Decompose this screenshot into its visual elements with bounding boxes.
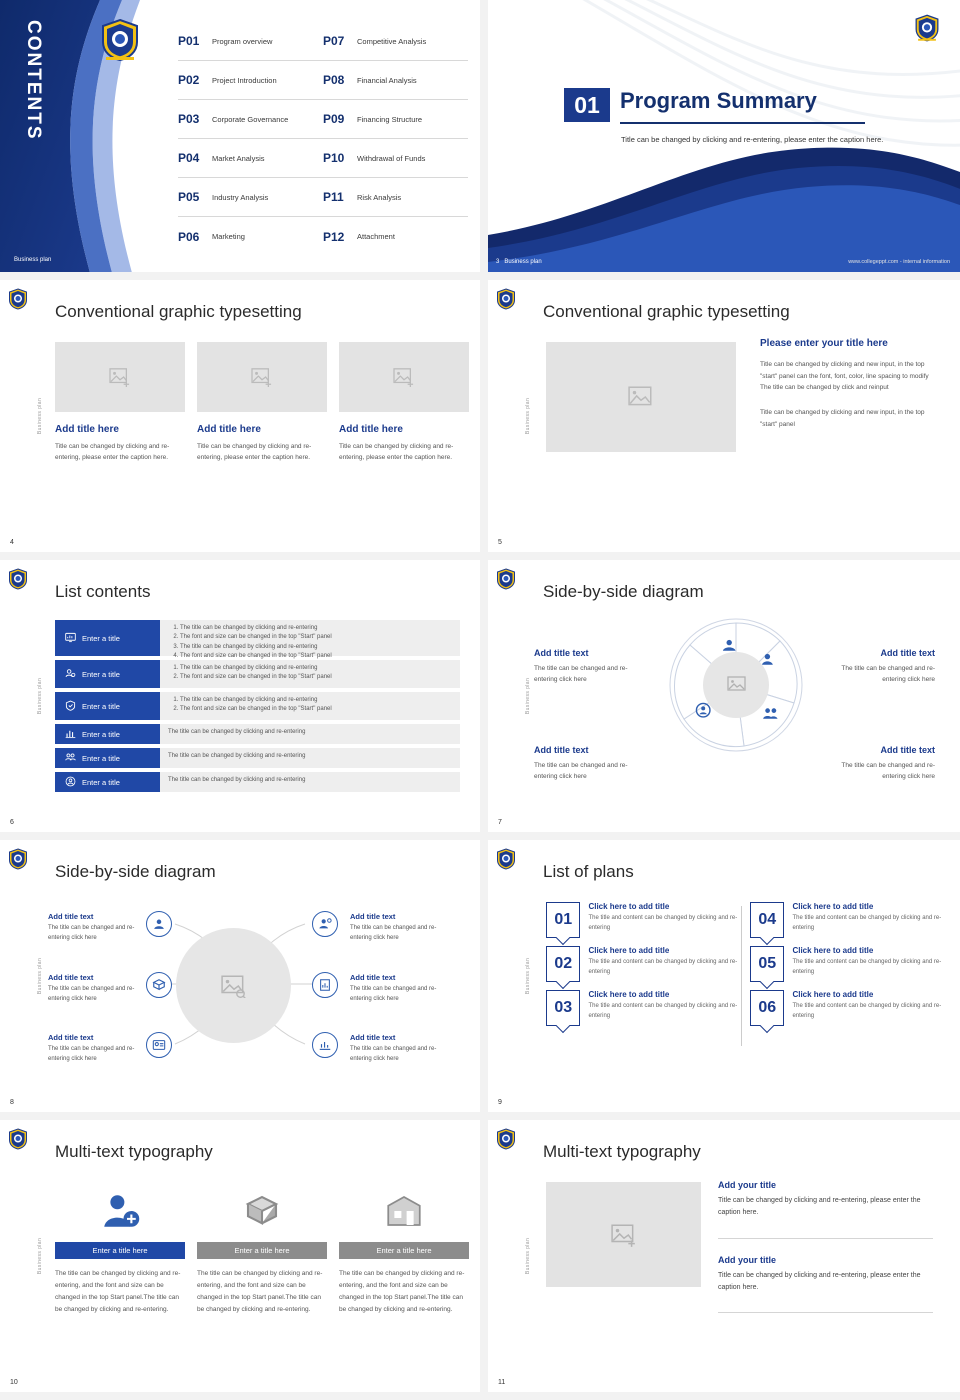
multitext-columns (55, 1182, 469, 1316)
column-body: The title can be changed by clicking and re-entering, and the font and size can be changed in the top Start panel.The title can be changed by clicking and re-entering. (55, 1270, 181, 1314)
side-tag: Business plan (37, 1237, 44, 1275)
list-item-button[interactable] (55, 620, 160, 656)
card-body: Title can be changed by clicking and re-entering, please enter the caption here. (339, 443, 454, 462)
box-icon (197, 1182, 327, 1232)
card-title: Add title here (55, 424, 119, 435)
people-search-icon (65, 668, 76, 681)
section-number: 01 (564, 88, 610, 122)
plan-body: The title and content can be changed by clicking and re-entering (792, 1003, 942, 1019)
label-heading: Add title text (350, 973, 396, 982)
toc-number: P08 (323, 73, 345, 87)
list-item[interactable] (55, 748, 460, 768)
multitext-column[interactable] (55, 1182, 185, 1316)
card[interactable] (197, 342, 327, 464)
block-heading: Add your title (718, 1255, 776, 1265)
list-item-label: Enter a title (82, 669, 120, 679)
slide-page-number: 10 (10, 1379, 18, 1386)
plan-title: Click here to add title (588, 946, 670, 955)
list-bullet: 3. The title can be changed by clicking and re-entering (180, 643, 452, 652)
toc-number: P12 (323, 229, 345, 244)
side-tag: Business plan (37, 677, 44, 715)
toc-item[interactable] (323, 178, 468, 217)
side-tag: Business plan (525, 957, 532, 995)
toc-number: P05 (178, 190, 200, 204)
card[interactable] (339, 342, 469, 464)
card-body: Title can be changed by clicking and re-entering, please enter the caption here. (55, 443, 170, 462)
diagram-label (534, 745, 649, 782)
side-tag: Business plan (525, 677, 532, 715)
list-item-body (160, 660, 460, 688)
table-of-contents (178, 22, 468, 256)
column-bar-label[interactable]: Enter a title here (339, 1242, 469, 1259)
page-title: Conventional graphic typesetting (55, 302, 302, 321)
toc-number: P07 (323, 34, 345, 48)
list-item-button[interactable] (55, 772, 160, 792)
multitext-column[interactable] (197, 1182, 327, 1316)
label-body: The title can be changed and re-entering click here (841, 762, 935, 781)
slide-contents[interactable] (0, 0, 480, 280)
diagram-label (48, 973, 153, 1004)
list-bullet: 1. The title can be changed by clicking and re-entering (180, 664, 452, 673)
side-tag: Business plan (37, 397, 44, 435)
plan-item[interactable] (750, 902, 946, 938)
block-body: Title can be changed by clicking and re-entering, please enter the caption here. (718, 1272, 921, 1291)
block-heading: Add your title (718, 1180, 776, 1190)
list-item-label: Enter a title (82, 729, 120, 739)
university-crest (8, 568, 28, 590)
list-item[interactable] (55, 620, 460, 659)
section-title: Program Summary (620, 88, 817, 113)
plan-number: 03 (546, 990, 580, 1026)
list-item-label: Enter a title (82, 701, 120, 711)
toc-number: P09 (323, 112, 345, 126)
plan-body: The title and content can be changed by clicking and re-entering (588, 1003, 738, 1019)
list-item-button[interactable] (55, 748, 160, 768)
label-body: The title can be changed and re-entering click here (841, 665, 935, 684)
toc-label: Industry Analysis (212, 192, 269, 202)
toc-label: Corporate Governance (212, 114, 289, 124)
column-body: The title can be changed by clicking and re-entering, and the font and size can be changed in the top Start panel.The title can be changed by clicking and re-entering. (197, 1270, 323, 1314)
list-item-label: Enter a title (82, 777, 120, 787)
diagram-label (350, 973, 455, 1004)
list-item[interactable] (55, 692, 460, 720)
column-bar-label[interactable]: Enter a title here (197, 1242, 327, 1259)
label-heading: Add title text (48, 973, 94, 982)
chart-board-icon (65, 632, 76, 645)
slide-page-number: 5 (498, 539, 502, 546)
slide-list-of-plans[interactable] (480, 840, 960, 1120)
plan-body: The title and content can be changed by clicking and re-entering (588, 915, 738, 931)
user-badge-icon (65, 776, 76, 789)
toc-item[interactable] (323, 100, 468, 139)
card[interactable] (55, 342, 185, 464)
text-block (718, 1180, 933, 1219)
plan-grid (546, 902, 946, 1026)
university-crest (496, 288, 516, 310)
plan-title: Click here to add title (792, 946, 874, 955)
plan-number: 06 (750, 990, 784, 1026)
slide-page-number: 9 (498, 1099, 502, 1106)
donut-diagram[interactable] (666, 615, 806, 755)
slide-page-number: 4 (10, 539, 14, 546)
card-row (55, 342, 469, 464)
block-body: Title can be changed by clicking and re-entering, please enter the caption here. (718, 1197, 921, 1216)
plan-item[interactable] (546, 946, 742, 982)
card-title: Add title here (197, 424, 261, 435)
slide-graphic-typesetting-three-up[interactable] (0, 280, 480, 560)
label-body: The title can be changed and re-entering click here (350, 925, 437, 941)
toc-number: P06 (178, 229, 200, 244)
user-add-icon (55, 1182, 185, 1232)
diagram-label (48, 1033, 153, 1064)
label-body: The title can be changed and re-entering click here (48, 986, 135, 1002)
list-item-button[interactable] (55, 660, 160, 688)
toc-item[interactable] (323, 22, 468, 61)
section-subtitle: Title can be changed by clicking and re-entering, please enter the caption here. (621, 135, 884, 144)
slide-page-number: 11 (498, 1379, 506, 1386)
slide-footer-left (496, 259, 542, 265)
list-item[interactable] (55, 772, 460, 792)
group-icon (65, 752, 76, 765)
diagram-label (350, 912, 455, 943)
side-tag: Business plan (525, 397, 532, 435)
toc-number: P03 (178, 112, 200, 126)
diagram-label (350, 1033, 455, 1064)
list-item-body: The title can be changed by clicking and re-entering (160, 772, 460, 792)
contents-label: CONTENTS (23, 20, 44, 141)
card-title: Add title here (339, 424, 403, 435)
list-item-label: Enter a title (82, 633, 120, 643)
toc-item[interactable] (178, 139, 323, 178)
label-heading: Add title text (350, 912, 396, 921)
divider (718, 1238, 933, 1239)
toc-item[interactable] (323, 139, 468, 178)
list-rows (55, 620, 460, 796)
list-item-body: The title can be changed by clicking and re-entering (160, 748, 460, 768)
side-tag: Business plan (37, 957, 44, 995)
slide-side-by-side-donut[interactable] (480, 560, 960, 840)
plan-item[interactable] (750, 990, 946, 1026)
toc-label: Financial Analysis (357, 75, 417, 85)
label-heading: Add title text (350, 1033, 396, 1042)
plan-item[interactable] (546, 990, 742, 1026)
label-body: The title can be changed and re-entering click here (534, 762, 628, 781)
shield-icon (65, 700, 76, 713)
list-item-body: The title can be changed by clicking and re-entering (160, 724, 460, 744)
plan-item[interactable] (546, 902, 742, 938)
page-title: Multi-text typography (543, 1142, 701, 1161)
slide-list-contents[interactable] (0, 560, 480, 840)
university-crest (914, 14, 940, 42)
slide-footer-right: www.collegeppt.com - internal information (848, 259, 950, 265)
building-icon (339, 1182, 469, 1232)
toc-label: Attachment (357, 232, 395, 241)
plan-title: Click here to add title (588, 990, 670, 999)
list-bullet: 4. The font and size can be changed in the top "Start" panel (180, 652, 452, 661)
university-crest (496, 1128, 516, 1150)
page-title: Side-by-side diagram (55, 862, 216, 881)
slide-page-number: 6 (10, 819, 14, 826)
slide-program-summary[interactable] (480, 0, 960, 280)
column-bar-label[interactable]: Enter a title here (55, 1242, 185, 1259)
label-body: The title can be changed and re-entering click here (350, 1046, 437, 1062)
page-title: Multi-text typography (55, 1142, 213, 1161)
title-underline (620, 122, 865, 124)
divider (718, 1312, 933, 1313)
toc-label: Financing Structure (357, 114, 423, 124)
image-placeholder[interactable] (339, 342, 469, 412)
toc-number: P11 (323, 190, 344, 204)
plan-body: The title and content can be changed by clicking and re-entering (588, 959, 738, 975)
toc-label: Project Introduction (212, 75, 277, 85)
multitext-column[interactable] (339, 1182, 469, 1316)
plan-number: 05 (750, 946, 784, 982)
list-bullet: 2. The font and size can be changed in the top "Start" panel (180, 705, 452, 714)
toc-item[interactable] (178, 217, 323, 256)
label-heading: Add title text (48, 1033, 94, 1042)
slide-page-number: 3 (496, 259, 500, 265)
text-block (718, 1255, 933, 1294)
growth-chart-icon[interactable] (312, 1032, 338, 1058)
university-crest (8, 288, 28, 310)
plan-title: Click here to add title (792, 990, 874, 999)
slide-page-number: 7 (498, 819, 502, 826)
slide-side-by-side-circle[interactable] (0, 840, 480, 1120)
list-item-button[interactable] (55, 692, 160, 720)
plan-body: The title and content can be changed by clicking and re-entering (792, 915, 942, 931)
paragraph-1: Title can be changed by clicking and new input, in the top "start" panel can the font, font, color, line spacing to modify The title can be changed by click and reinput (760, 361, 929, 392)
list-bullet: 1. The title can be changed by clicking and re-entering (180, 624, 452, 633)
university-crest (8, 1128, 28, 1150)
list-item[interactable] (55, 724, 460, 744)
toc-number: P01 (178, 34, 200, 48)
list-bullet: 2. The font and size can be changed in the top "Start" panel (180, 673, 452, 682)
toc-item[interactable] (323, 217, 468, 256)
side-tag: Business plan (525, 1237, 532, 1275)
diagram-label (48, 912, 153, 943)
slide-multi-text-three-up[interactable] (0, 1120, 480, 1400)
toc-label: Withdrawal of Funds (357, 153, 426, 163)
text-column (760, 338, 935, 443)
list-item-button[interactable] (55, 724, 160, 744)
plan-title: Click here to add title (588, 902, 670, 911)
slide-multi-text-image[interactable] (480, 1120, 960, 1400)
page-title: List contents (55, 582, 151, 601)
slide-page-number: 8 (10, 1099, 14, 1106)
list-bullet: 1. The title can be changed by clicking and re-entering (180, 696, 452, 705)
footer-brand: Business plan (504, 259, 542, 265)
label-heading: Add title text (880, 648, 935, 658)
plan-body: The title and content can be changed by clicking and re-entering (792, 959, 942, 975)
page-title: Conventional graphic typesetting (543, 302, 790, 321)
list-item-body (160, 692, 460, 720)
label-heading: Add title text (534, 648, 589, 658)
list-item-label: Enter a title (82, 753, 120, 763)
diagram-label (534, 648, 649, 685)
user-pin-icon[interactable] (312, 911, 338, 937)
list-item-body (160, 620, 460, 659)
image-placeholder[interactable] (197, 342, 327, 412)
toc-item[interactable] (323, 61, 468, 100)
toc-item[interactable] (178, 100, 323, 139)
label-heading: Add title text (534, 745, 589, 755)
toc-number: P10 (323, 151, 345, 165)
label-body: The title can be changed and re-entering click here (350, 986, 437, 1002)
report-icon[interactable] (312, 972, 338, 998)
toc-item[interactable] (178, 61, 323, 100)
list-bullet: 2. The font and size can be changed in the top "Start" panel (180, 633, 452, 642)
toc-item[interactable] (178, 22, 323, 61)
toc-item[interactable] (178, 178, 323, 217)
diagram-label (820, 745, 935, 782)
diagram-label (820, 648, 935, 685)
university-crest (496, 848, 516, 870)
bar-chart-icon (65, 728, 76, 741)
image-placeholder[interactable] (55, 342, 185, 412)
label-body: The title can be changed and re-entering click here (48, 925, 135, 941)
university-crest (496, 568, 516, 590)
plan-item[interactable] (750, 946, 946, 982)
toc-label: Marketing (212, 232, 245, 241)
label-body: The title can be changed and re-entering click here (534, 665, 628, 684)
toc-label: Competitive Analysis (357, 36, 427, 46)
page-title: List of plans (543, 862, 634, 881)
plan-number: 02 (546, 946, 580, 982)
plan-number: 04 (750, 902, 784, 938)
toc-number: P02 (178, 73, 200, 87)
plan-number: 01 (546, 902, 580, 938)
section-heading: Please enter your title here (760, 338, 888, 349)
slide-graphic-typesetting-image-text[interactable] (480, 280, 960, 560)
paragraph-2: Title can be changed by clicking and new input, in the top "start" panel (760, 409, 925, 428)
label-heading: Add title text (880, 745, 935, 755)
university-crest (8, 848, 28, 870)
page-title: Side-by-side diagram (543, 582, 704, 601)
toc-number: P04 (178, 151, 200, 165)
toc-label: Market Analysis (212, 153, 265, 163)
label-heading: Add title text (48, 912, 94, 921)
image-placeholder[interactable] (546, 342, 736, 452)
center-image-placeholder[interactable] (176, 928, 291, 1043)
university-crest (100, 18, 140, 62)
slide-footer: Business plan (14, 257, 52, 263)
toc-label: Program overview (212, 36, 273, 46)
image-placeholder[interactable] (546, 1182, 701, 1287)
column-body: The title can be changed by clicking and re-entering, and the font and size can be changed in the top Start panel.The title can be changed by clicking and re-entering. (339, 1270, 465, 1314)
plan-title: Click here to add title (792, 902, 874, 911)
list-item[interactable] (55, 660, 460, 688)
toc-label: Risk Analysis (357, 192, 402, 202)
card-body: Title can be changed by clicking and re-entering, please enter the caption here. (197, 443, 312, 462)
label-body: The title can be changed and re-entering click here (48, 1046, 135, 1062)
